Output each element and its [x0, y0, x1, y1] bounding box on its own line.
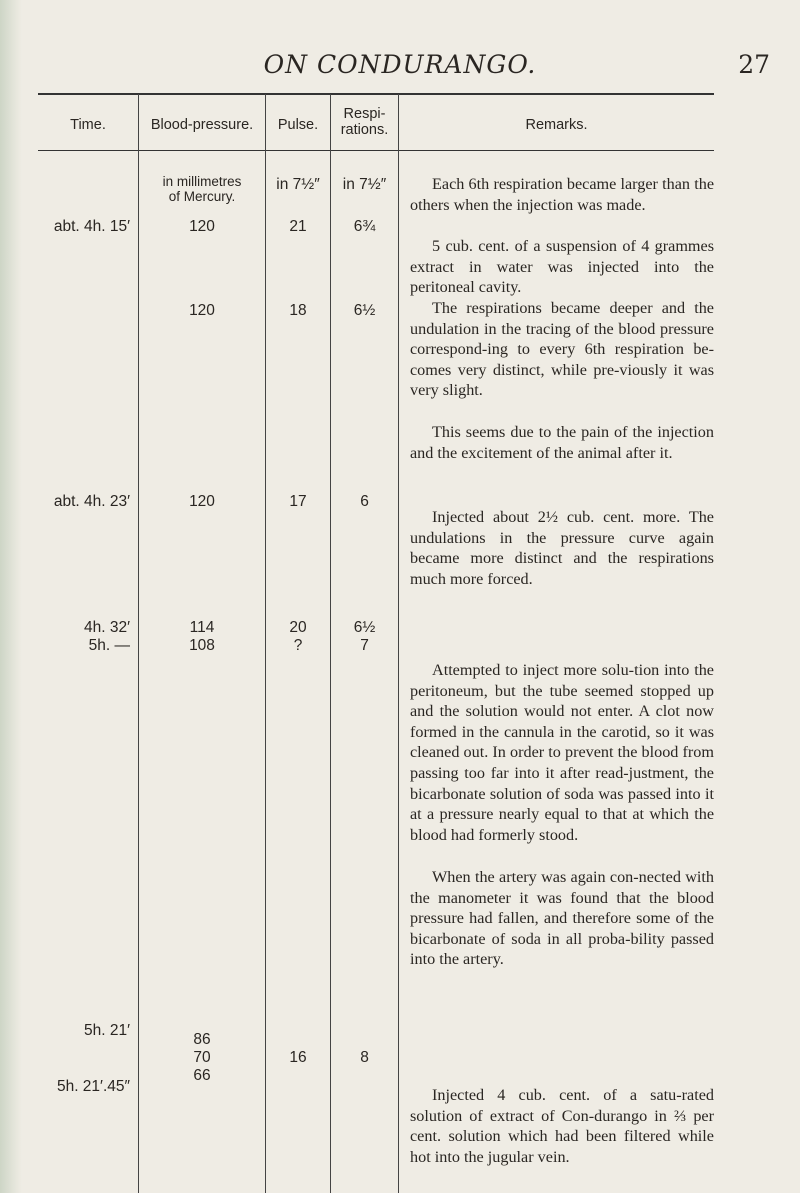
pulse-cell: 16 — [289, 1049, 307, 1066]
pulse-cell: 17 — [289, 493, 307, 510]
blood-pressure-cell: 114 — [189, 619, 215, 636]
remark-paragraph: When the artery was again con-nected with the manometer it was found that the blood pressure had fallen, and therefore some of the bicarbonate of soda in all proba-bility passed into the artery. — [410, 868, 714, 969]
header-pulse: Pulse. — [277, 117, 319, 133]
blood-pressure-cell: 66 — [193, 1067, 211, 1084]
pulse-cell: 21 — [289, 218, 307, 235]
remark-paragraph: 5 cub. cent. of a suspension of 4 grammes extract in water was injected into the peritoneal cavity. — [410, 237, 714, 297]
unit-respirations: in 7½″ — [342, 176, 387, 193]
blood-pressure-cell: 108 — [189, 637, 215, 654]
respiration-cell: 6 — [360, 493, 369, 510]
header-respirations-line1: Respi- — [343, 106, 386, 122]
respiration-cell: 8 — [360, 1049, 369, 1066]
time-cell: 5h. 21′.45″ — [56, 1078, 130, 1095]
time-cell: abt. 4h. 15′ — [53, 218, 130, 235]
table-top-rule — [38, 93, 714, 95]
column-divider-resp — [398, 94, 399, 1193]
page-number: 27 — [738, 50, 770, 79]
blood-pressure-cell: 86 — [193, 1031, 211, 1048]
time-cell: 5h. 21′ — [83, 1022, 130, 1039]
header-respirations-line2: rations. — [340, 122, 389, 138]
pulse-cell: 20 — [289, 619, 307, 636]
time-cell: 5h. — — [88, 637, 130, 654]
blood-pressure-cell: 120 — [189, 302, 215, 319]
unit-pulse: in 7½″ — [276, 176, 320, 193]
remark-paragraph: Injected about 2½ cub. cent. more. The undulations in the pressure curve again became more distinct and the respirations much more forced. — [410, 508, 714, 588]
pulse-cell: ? — [293, 637, 303, 654]
time-cell: 4h. 32′ — [83, 619, 130, 636]
blood-pressure-cell: 70 — [193, 1049, 211, 1066]
running-head — [0, 50, 800, 80]
header-bottom-rule — [38, 150, 714, 151]
respiration-cell: 6¾ — [353, 218, 376, 235]
unit-blood-line2: of Mercury. — [168, 189, 236, 204]
header-time: Time. — [70, 117, 106, 133]
remark-paragraph: The respirations became deeper and the undulation in the tracing of the blood pressure correspond-ing to every 6th respiration be-comes very distinct, while pre-viously it was very slight. — [410, 299, 714, 400]
remark-paragraph: This seems due to the pain of the injection and the excitement of the animal after it. — [410, 423, 714, 462]
page-binding-edge — [0, 0, 22, 1193]
remark-paragraph: Attempted to inject more solu-tion into the peritoneum, but the tube seemed stopped up and the solution would not enter. A clot now formed in the cannula in the carotid, so it was cleaned out. In order to prevent the blood from passing too far into it after read-justment, the bicarbonate solution of soda was passed into it at a pressure nearly equal to that at which the blood had formerly stood. — [410, 661, 714, 844]
respiration-cell: 6½ — [353, 619, 376, 636]
blood-pressure-cell: 120 — [189, 218, 215, 235]
unit-blood-line1: in millimetres — [162, 174, 242, 189]
remark-paragraph: Injected 4 cub. cent. of a satu-rated solution of extract of Con-durango in ⅔ per cent. solution which had been filtered while hot into the jugular vein. — [410, 1086, 714, 1166]
respiration-cell: 7 — [360, 637, 369, 654]
remark-paragraph: Each 6th respiration became larger than the others when the injection was made. — [410, 175, 714, 214]
pulse-cell: 18 — [289, 302, 307, 319]
time-cell: abt. 4h. 23′ — [53, 493, 130, 510]
running-head-title: ON CONDURANGO. — [263, 50, 537, 79]
header-remarks: Remarks. — [525, 117, 588, 133]
header-blood-pressure: Blood-pressure. — [150, 117, 254, 133]
respiration-cell: 6½ — [353, 302, 376, 319]
blood-pressure-cell: 120 — [189, 493, 215, 510]
